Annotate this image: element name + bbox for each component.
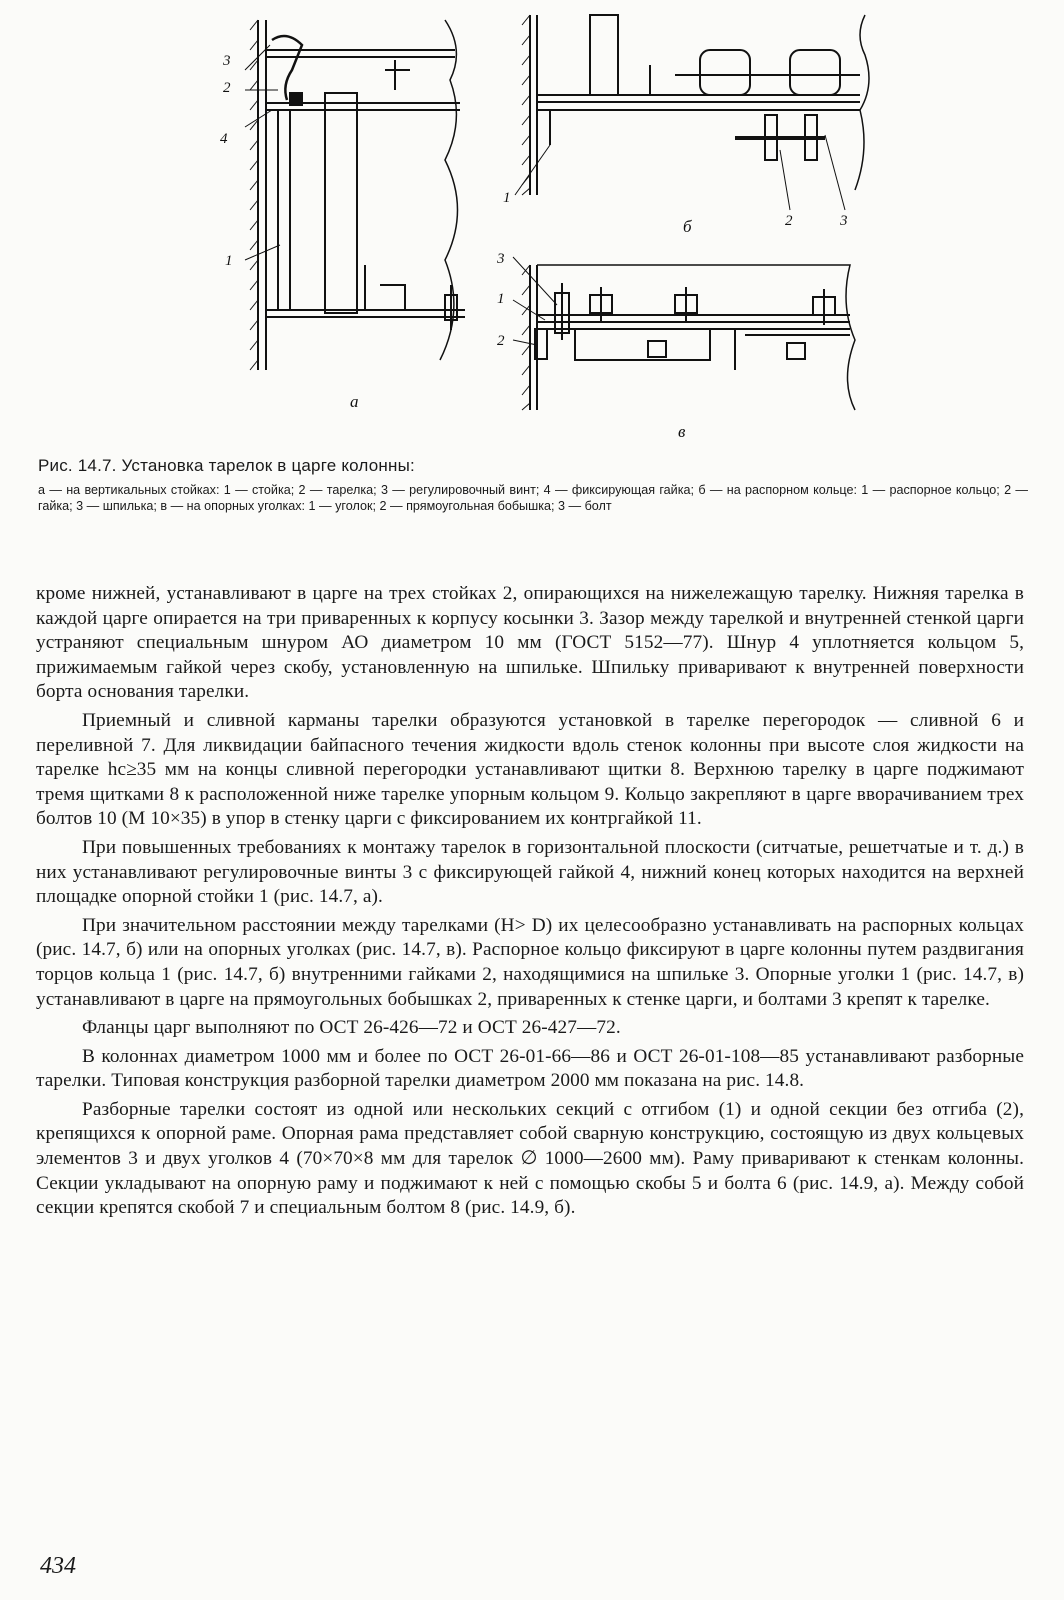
panel-a-label-1: 1 — [225, 253, 233, 269]
figure-caption — [38, 456, 1028, 514]
panel-v-letter: в — [678, 422, 686, 441]
body-text — [36, 582, 1024, 1221]
panel-a-label-3: 3 — [223, 53, 231, 69]
panel-b-label-1: 1 — [503, 190, 511, 206]
caption-title: Рис. 14.7. Установка тарелок в царге колонны: — [38, 456, 415, 475]
panel-v-label-3: 3 — [497, 251, 505, 267]
paragraph: В колоннах диаметром 1000 мм и более по ОСТ 26-01-66—86 и ОСТ 26-01-108—85 устанавливают разборные тарелки. Типовая конструкция разборной тарелки диаметром 2000 мм показана на рис. 14.8. — [36, 1045, 1024, 1092]
paragraph: Разборные тарелки состоят из одной или нескольких секций с отгибом (1) и одной секции без отгиба (2), крепящихся к опорной раме. Опорная рама представляет собой сварную конструкцию, состоящую из двух кольцевых элементов 3 и двух уголков 4 (70×70×8 мм для тарелок ∅ 1000—2600 мм). Раму приваривают к стенкам колонны. Секции укладывают на опорную раму и поджимают к ней с помощью скобы 5 и болта 6 (рис. 14.9, а). Между собой секции крепятся скобой 7 и специальным болтом 8 (рис. 14.9, б). — [36, 1098, 1024, 1219]
panel-v-drawing — [495, 245, 885, 450]
caption-legend: а — на вертикальных стойках: 1 — стойка; 2 — тарелка; 3 — регулировочный винт; 4 — фиксирующая гайка; б — на распорном кольце: 1 — распорное кольцо; 2 — гайка; 3 — шпилька; в — на опорных уголках: 1 — уголок; 2 — прямоугольная бобышка; 3 — болт — [38, 483, 1028, 513]
paragraph: кроме нижней, устанавливают в царге на трех стойках 2, опирающихся на нижележащую тарелку. Нижняя тарелка в каждой царге опирается на три приваренных к корпусу косынки 3. Зазор между тарелкой и внутренней стенкой царги устраняют специальным шнуром АО диаметром 10 мм (ГОСТ 5152—77). Шнур 4 уплотняется кольцом 5, прижимаемым гайкой через скобу, установленную на шпильке. Шпильку приваривают к внутренней поверхности борта основания тарелки. — [36, 583, 1024, 703]
paragraph: Приемный и сливной карманы тарелки образуются установкой в тарелке перегородок — сливной 6 и переливной 7. Для ликвидации байпасного течения жидкости вдоль стенок колонны при высоте слоя жидкости на тарелке hс≥35 мм на концы сливной перегородки устанавливают щитки 8. Верхнюю тарелку в царге поджимают тремя щитками 8 к расположенной ниже тарелке упорным кольцом 9. Кольцо закрепляют в царге вворачиванием трех болтов 10 (М 10×35) в упор в стенку царги с фиксированием их контргайкой 11. — [36, 709, 1024, 830]
panel-v-label-1: 1 — [497, 291, 505, 307]
panel-b-label-3: 3 — [840, 213, 848, 229]
paragraph: Фланцы царг выполняют по ОСТ 26-426—72 и ОСТ 26-427—72. — [82, 1017, 621, 1039]
figure-panel-b — [495, 10, 885, 235]
paragraph: При значительном расстоянии между тарелками (H> D) их целесообразно устанавливать на распорных кольцах (рис. 14.7, б) или на опорных уголках (рис. 14.7, в). Распорное кольцо фиксируют в царге колонны путем раздвигания торцов кольца 1 (рис. 14.7, б) внутренними гайками 2, находящимися на шпильке 3. Опорные уголки 1 (рис. 14.7, в) устанавливают в царге на прямоугольных бобышках 2, приваренных к стенке царги, и болтами 3 крепят к тарелке. — [36, 914, 1024, 1010]
panel-a-drawing — [210, 15, 480, 410]
panel-a-label-4: 4 — [220, 131, 228, 147]
paragraph: При повышенных требованиях к монтажу тарелок в горизонтальной плоскости (ситчатые, решетчатые и т. д.) в них устанавливают регулировочные винты 3 с фиксирующей гайкой 4, нижний конец которых находится на верхней площадке опорной стойки 1 (рис. 14.7, а). — [36, 836, 1024, 908]
figure-14-7 — [0, 0, 1064, 450]
panel-b-letter: б — [683, 217, 692, 235]
figure-panel-a — [210, 15, 480, 410]
figure-panel-v — [495, 245, 885, 450]
panel-v-label-2: 2 — [497, 333, 505, 349]
panel-b-label-2: 2 — [785, 213, 793, 229]
page-number: 434 — [40, 1553, 76, 1579]
panel-a-label-2: 2 — [223, 80, 231, 96]
panel-a-letter: а — [350, 392, 359, 410]
panel-b-drawing — [495, 10, 885, 235]
